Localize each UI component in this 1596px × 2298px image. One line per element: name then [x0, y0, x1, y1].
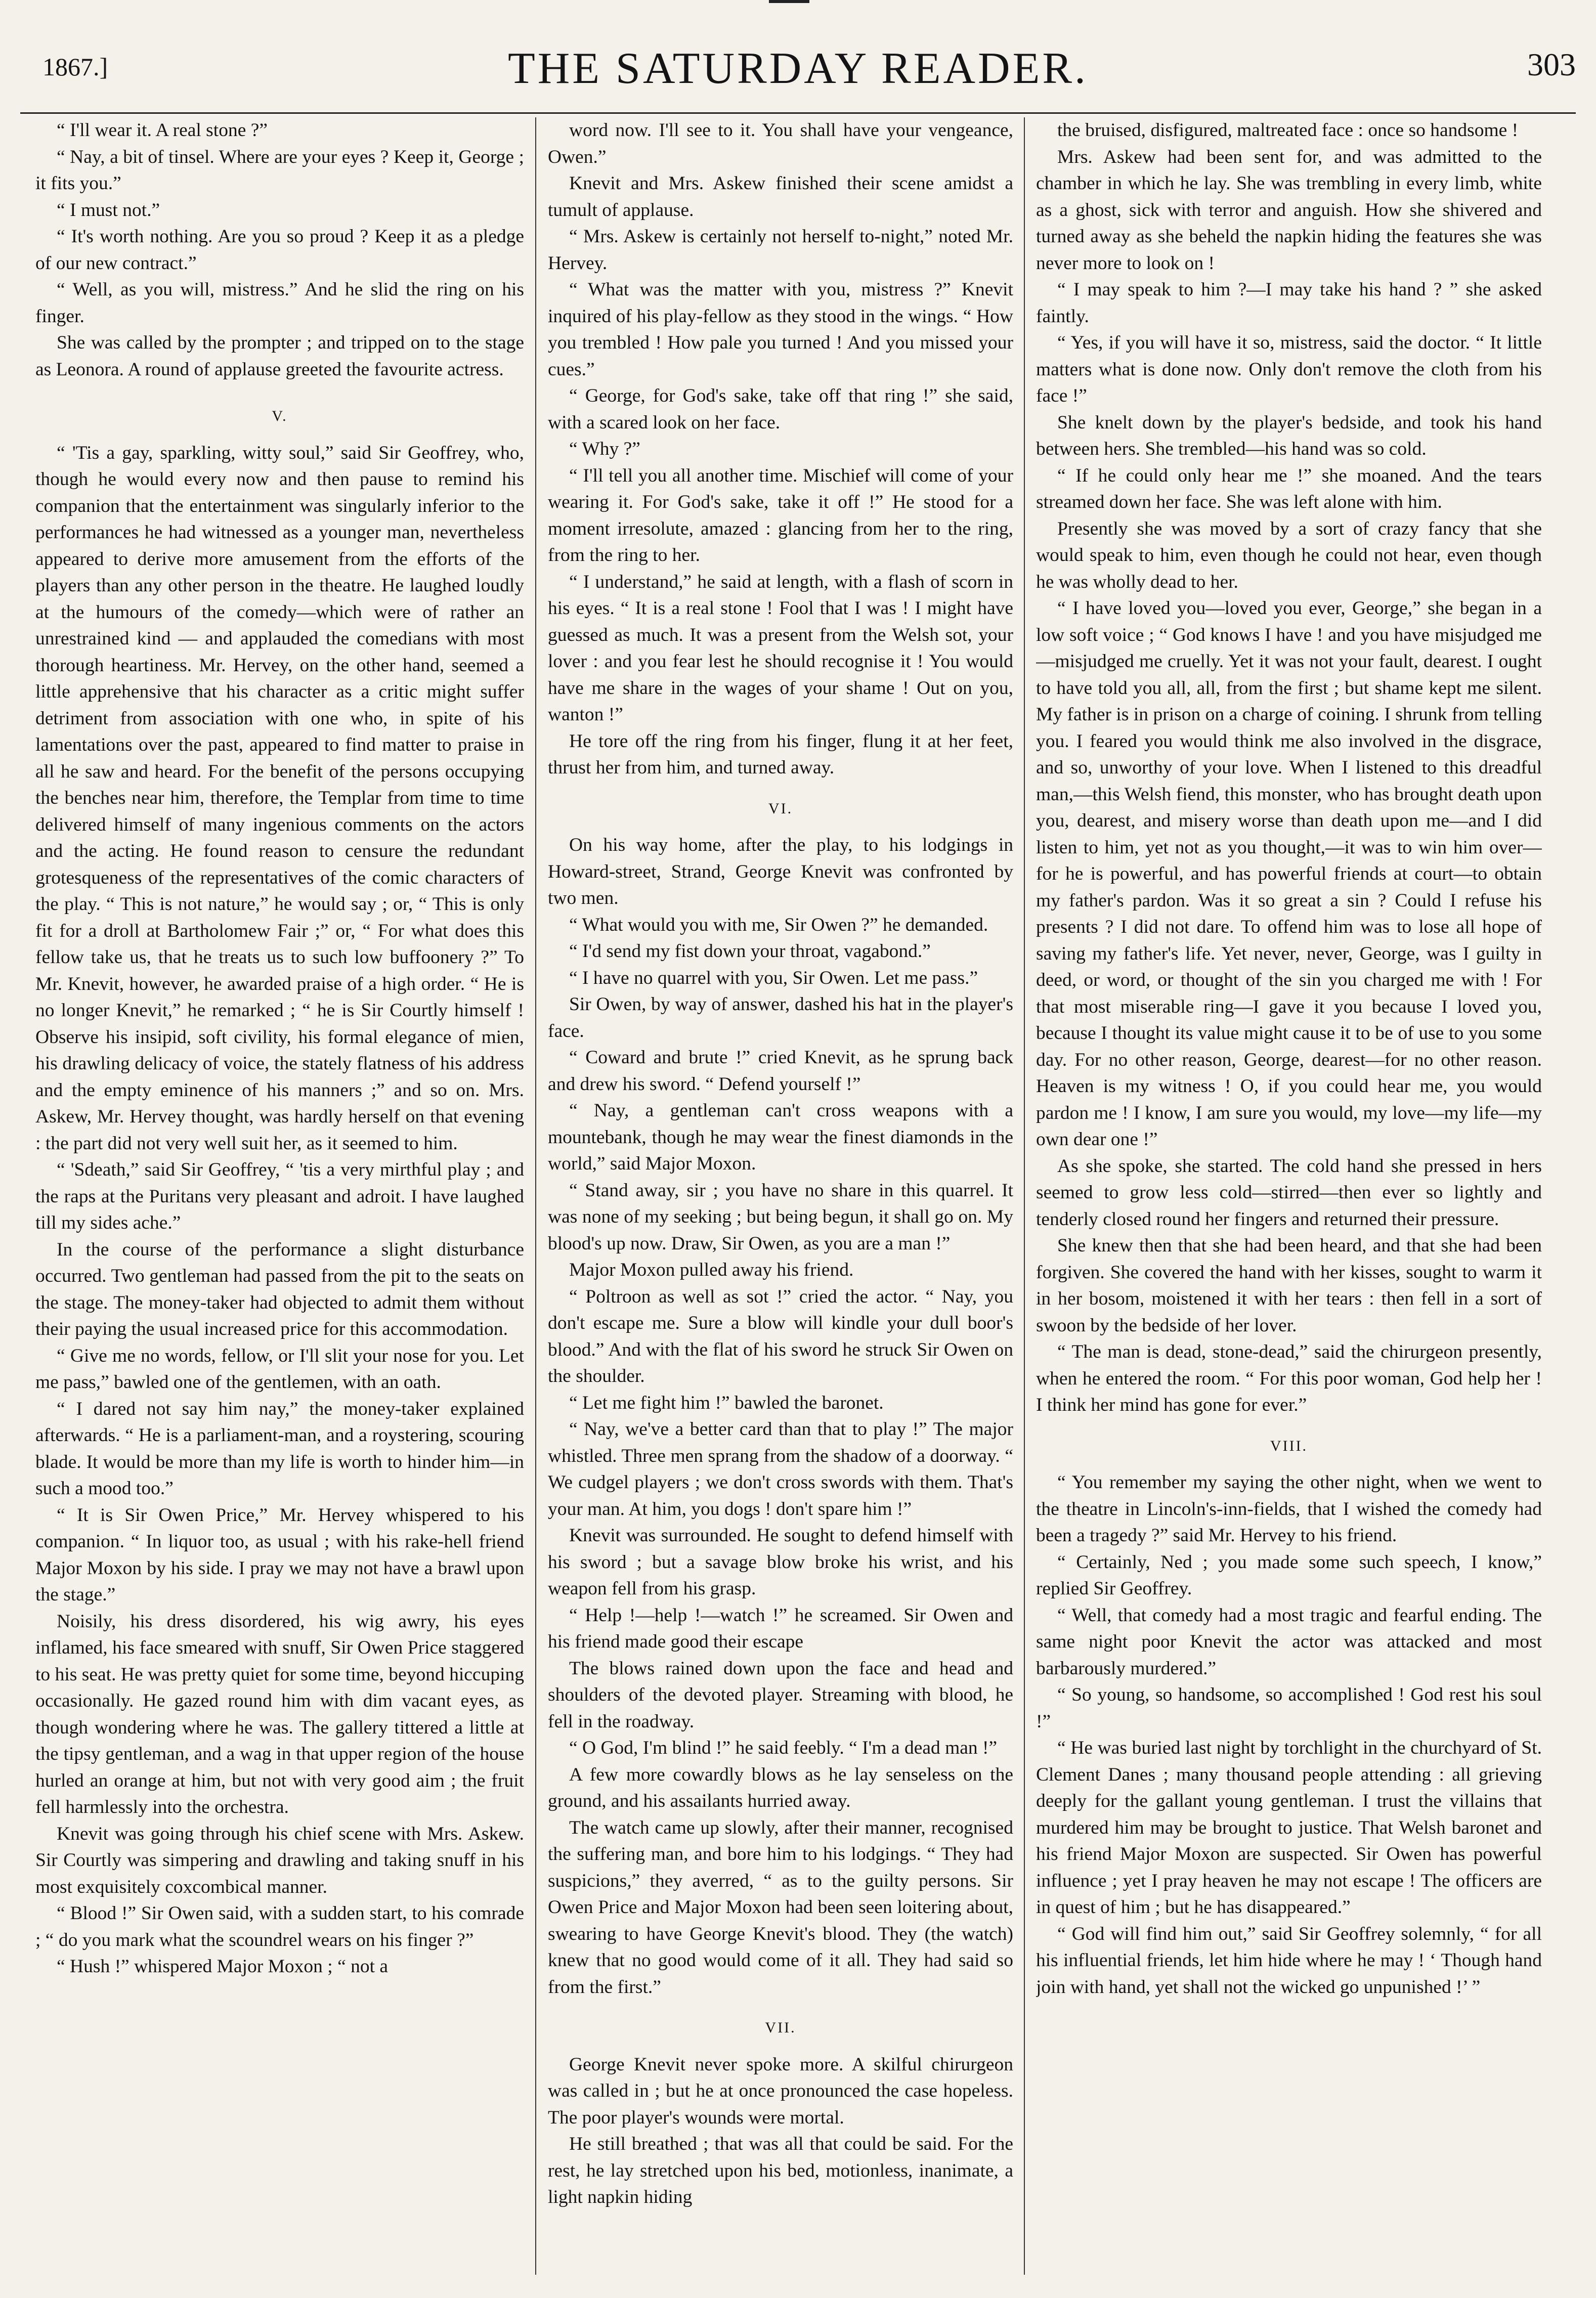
paragraph: She knelt down by the player's bedside, and took his hand between hers. She trembled—his hand was so cold.	[1036, 412, 1542, 459]
column-divider-1	[535, 117, 536, 2275]
section-heading-v: V.	[272, 408, 288, 424]
paragraph: “ Well, that comedy had a most tragic and fearful ending. The same night poor Knevit the actor was attacked and most barbarously murdered.”	[1036, 1605, 1542, 1679]
section-heading-vi: VI.	[768, 800, 793, 817]
column-divider-2	[1024, 117, 1025, 2275]
column-3	[1036, 117, 1542, 2275]
paragraph: “ He was buried last night by torchlight in the churchyard of St. Clement Danes ; many thousand people attending : all grieving deeply for the gallant young gentleman. I trust the villains that murdered him may be brought to justice. That Welsh baronet and his friend Major Moxon are suspected. Sir Owen has powerful influence ; yet I pray heaven he may not escape ! The officers are in quest of him ; but he has disappeared.”	[1036, 1738, 1542, 1918]
paragraph: “ Nay, a bit of tinsel. Where are your eyes ? Keep it, George ; it fits you.”	[35, 146, 524, 194]
paragraph: “ George, for God's sake, take off that ring !” she said, with a scared look on her face.	[548, 385, 1013, 433]
paragraph: Major Moxon pulled away his friend.	[569, 1260, 854, 1280]
paragraph: Sir Owen, by way of answer, dashed his hat in the player's face.	[548, 994, 1013, 1042]
section-heading-viii: VIII.	[1270, 1437, 1308, 1454]
paragraph: “ I'll wear it. A real stone ?”	[57, 120, 268, 141]
paragraph: word now. I'll see to it. You shall have your vengeance, Owen.”	[548, 120, 1013, 167]
paragraph: In the course of the performance a slight disturbance occurred. Two gentleman had passed from the pit to the seats on the stage. The money-taker had objected to admit them without their paying the usual increased price for this accommodation.	[35, 1239, 524, 1339]
header-rule	[20, 112, 1576, 114]
paragraph: “ So young, so handsome, so accomplished ! God rest his soul !”	[1036, 1684, 1542, 1732]
paragraph: “ I have loved you—loved you ever, George,” she began in a low soft voice ; “ God knows I have ! and you have misjudged me—misjudged me cruelly. Yet it was not your fault, dearest. I ought to have told you all, all, from the first ; but shame kept me silent. My father is in prison on a charge of coining. I shrunk from telling you. I feared you would think me also involved in the disgrace, and so, unworthy of your love. When I listened to this dreadful man,—this Welsh fiend, this monster, who has brought death upon you, dearest, and misery worse than death upon me—and I did listen to him, yet not as you thought,—it was to win him over—for he is powerful, and has powerful friends at court—to obtain my father's pardon. Was it so great a sin ? Could I refuse his presents ? I did not dare. To offend him was to lose all hope of saving my father's life. Yet never, never, George, was I guilty in deed, or word, or thought of the sin you charged me with ! For that most miserable ring—I gave it you because I loved you, because I thought its value might cause it to be of use to you some day. For no other reason, George, dearest—for no other reason. Heaven is my witness ! O, if you could hear me, you would pardon me ! I know, I am sure you would, my love—my life—my own dear one !”	[1036, 598, 1542, 1150]
paragraph: “ 'Tis a gay, sparkling, witty soul,” said Sir Geoffrey, who, though he would every now and then pause to remind his companion that the entertainment was singularly inferior to the performances he had witnessed as a younger man, nevertheless appeared to derive more amusement from the efforts of the players than any other person in the theatre. He laughed loudly at the humours of the comedy—which were of rather an unrestrained kind — and applauded the comedians with most thorough heartiness. Mr. Hervey, on the other hand, seemed a little apprehensive that his character as a critic might suffer detriment from association with one who, in spite of his lamentations over the past, appeared to find matter to praise in all he saw and heard. For the benefit of the persons occupying the benches near him, therefore, the Templar from time to time delivered himself of many ingenious comments on the actors and the acting. He found reason to censure the redundant grotesqueness of the representatives of the comic characters of the play. “ This is not nature,” he would say ; or, “ This is only fit for a droll at Bartholomew Fair ;” or, “ For what does this fellow take us, that he treats us to such low buffoonery ?” To Mr. Knevit, however, he awarded praise of a high order. “ He is no longer Knevit,” he remarked ; “ he is Sir Courtly himself ! Observe his insipid, soft civility, his formal elegance of mien, his drawling delicacy of voice, the stately flatness of his address and the empty eminence of his manners ;” and so on. Mrs. Askew, Mr. Hervey thought, was hardly herself on that evening : the part did not very well suit her, as it seemed to him.	[35, 442, 524, 1154]
paragraph: “ What was the matter with you, mistress ?” Knevit inquired of his play-fellow as they stood in the wings. “ How you trembled ! How pale you turned ! And you missed your cues.”	[548, 279, 1013, 380]
column-2	[548, 117, 1013, 2275]
paragraph: “ Blood !” Sir Owen said, with a sudden start, to his comrade ; “ do you mark what the scoundrel wears on his finger ?”	[35, 1903, 524, 1950]
paragraph: “ I may speak to him ?—I may take his hand ? ” she asked faintly.	[1036, 279, 1542, 327]
page-number: 303	[1527, 47, 1576, 82]
paragraph: “ Poltroon as well as sot !” cried the actor. “ Nay, you don't escape me. Sure a blow will kindle your dull boor's blood.” And with the flat of his sword he struck Sir Owen on the shoulder.	[548, 1286, 1013, 1386]
paragraph: “ Let me fight him !” bawled the baronet.	[569, 1392, 884, 1413]
column-1	[35, 117, 524, 2275]
paragraph: “ What would you with me, Sir Owen ?” he demanded.	[569, 914, 988, 935]
paragraph: “ The man is dead, stone-dead,” said the chirurgeon presently, when he entered the room. “ For this poor woman, God help her ! I think her mind has gone for ever.”	[1036, 1341, 1542, 1415]
paragraph: “ I'd send my fist down your throat, vagabond.”	[569, 941, 931, 962]
paragraph: “ 'Sdeath,” said Sir Geoffrey, “ 'tis a very mirthful play ; and the raps at the Puritans very pleasant and adroit. I have laughed till my sides ache.”	[35, 1159, 524, 1233]
paragraph: “ Yes, if you will have it so, mistress, said the doctor. “ It little matters what is done now. Only don't remove the cloth from his face !”	[1036, 332, 1542, 406]
paragraph: A few more cowardly blows as he lay senseless on the ground, and his assailants hurried away.	[548, 1764, 1013, 1811]
paragraph: The watch came up slowly, after their manner, recognised the suffering man, and bore him to his lodgings. “ They had suspicions,” they averred, “ as to the guilty persons. Sir Owen Price and Major Moxon had been seen loitering about, swearing to have George Knevit's blood. They (the watch) knew that no good would come of it all. They had said so from the first.”	[548, 1817, 1013, 1998]
paragraph: She knew then that she had been heard, and that she had been forgiven. She covered the hand with her kisses, sought to warm it in her bosom, moistened it with her tears : then fell in a sort of swoon by the bedside of her lover.	[1036, 1235, 1542, 1336]
paragraph: “ I understand,” he said at length, with a flash of scorn in his eyes. “ It is a real stone ! Fool that I was ! I might have guessed as much. It was a present from the Welsh sot, your lover : and you fear lest he should recognise it ! You would have me share in the wages of your shame ! Out on you, wanton !”	[548, 571, 1013, 725]
paragraph: “ I dared not say him nay,” the money-taker explained afterwards. “ He is a parliament-man, and a roystering, scouring blade. It would be more than my life is worth to hinder him—in such a mood too.”	[35, 1398, 524, 1499]
paragraph: the bruised, disfigured, maltreated face : once so handsome !	[1057, 120, 1519, 141]
paragraph: Noisily, his dress disordered, his wig awry, his eyes inflamed, his face smeared with snuff, Sir Owen Price staggered to his seat. He was pretty quiet for some time, beyond hiccuping occasionally. He gazed round him with dim vacant eyes, as though wondering where he was. The gallery tittered a little at the tipsy gentleman, and a wag in that upper region of the house hurled an orange at him, but not with very good aim ; the fruit fell harmlessly into the orchestra.	[35, 1611, 524, 1817]
paragraph: “ Certainly, Ned ; you made some such speech, I know,” replied Sir Geoffrey.	[1036, 1551, 1542, 1599]
paragraph: “ Why ?”	[569, 439, 640, 459]
paragraph: “ It is Sir Owen Price,” Mr. Hervey whispered to his companion. “ In liquor too, as usual ; with his rake-hell friend Major Moxon by his side. I pray we may not have a brawl upon the stage.”	[35, 1504, 524, 1605]
paragraph: On his way home, after the play, to his lodgings in Howard-street, Strand, George Knevit was confronted by two men.	[548, 835, 1013, 908]
paragraph: Presently she was moved by a sort of crazy fancy that she would speak to him, even though he could not hear, even though he was wholly dead to her.	[1036, 518, 1542, 592]
page-header	[20, 28, 1576, 109]
paragraph: “ I have no quarrel with you, Sir Owen. Let me pass.”	[569, 967, 978, 988]
publication-title: THE SATURDAY READER.	[507, 44, 1089, 93]
section-heading-vii: VII.	[765, 2019, 796, 2036]
paragraph: “ O God, I'm blind !” he said feebly. “ I'm a dead man !”	[569, 1738, 998, 1758]
paragraph: As she spoke, she started. The cold hand she pressed in hers seemed to grow less cold—stirred—then ever so lightly and tenderly closed round her fingers and returned their pressure.	[1036, 1155, 1542, 1230]
paragraph: He still breathed ; that was all that could be said. For the rest, he lay stretched upon his bed, motionless, inanimate, a light napkin hiding	[548, 2134, 1013, 2207]
paragraph: “ Help !—help !—watch !” he screamed. Sir Owen and his friend made good their escape	[548, 1605, 1013, 1652]
top-edge-mark	[769, 0, 809, 3]
paragraph: “ I must not.”	[57, 199, 160, 221]
paragraph: Knevit and Mrs. Askew finished their scene amidst a tumult of applause.	[548, 173, 1013, 221]
paragraph: “ Give me no words, fellow, or I'll slit your nose for you. Let me pass,” bawled one of the gentlemen, with an oath.	[35, 1345, 524, 1393]
paragraph: He tore off the ring from his finger, flung it at her feet, thrust her from him, and turned away.	[548, 730, 1013, 778]
paragraph: She was called by the prompter ; and tripped on to the stage as Leonora. A round of applause greeted the favourite actress.	[35, 332, 524, 380]
paragraph: “ You remember my saying the other night, when we went to the theatre in Lincoln's-inn-fields, that I wished the comedy had been a tragedy ?” said Mr. Hervey to his friend.	[1036, 1472, 1542, 1546]
paragraph: “ Hush !” whispered Major Moxon ; “ not a	[57, 1956, 389, 1977]
paragraph: The blows rained down upon the face and head and shoulders of the devoted player. Streaming with blood, he fell in the roadway.	[548, 1658, 1013, 1732]
paragraph: Knevit was going through his chief scene with Mrs. Askew. Sir Courtly was simpering and drawling and taking snuff in his most exquisitely coxcombical manner.	[35, 1823, 524, 1897]
paragraph: “ It's worth nothing. Are you so proud ? Keep it as a pledge of our new contract.”	[35, 226, 524, 274]
paragraph: “ Coward and brute !” cried Knevit, as he sprung back and drew his sword. “ Defend yourself !”	[548, 1047, 1013, 1095]
paragraph: “ Well, as you will, mistress.” And he slid the ring on his finger.	[35, 279, 524, 327]
paragraph: Mrs. Askew had been sent for, and was admitted to the chamber in which he lay. She was trembling in every limb, white as a ghost, sick with terror and anguish. How she shivered and turned away as she beheld the napkin hiding the features she was never more to look on !	[1036, 146, 1542, 274]
paragraph: “ Stand away, sir ; you have no share in this quarrel. It was none of my seeking ; but being begun, it shall go on. My blood's up now. Draw, Sir Owen, as you are a man !”	[548, 1180, 1013, 1254]
paragraph: “ Mrs. Askew is certainly not herself to-night,” noted Mr. Hervey.	[548, 226, 1013, 274]
paragraph: “ Nay, a gentleman can't cross weapons with a mountebank, though he may wear the finest diamonds in the world,” said Major Moxon.	[548, 1100, 1013, 1174]
paragraph: “ I'll tell you all another time. Mischief will come of your wearing it. For God's sake, take it off !” He stood for a moment irresolute, amazed : glancing from her to the ring, from the ring to her.	[548, 465, 1013, 566]
paragraph: “ If he could only hear me !” she moaned. And the tears streamed down her face. She was left alone with him.	[1036, 465, 1542, 512]
paragraph: George Knevit never spoke more. A skilful chirurgeon was called in ; but he at once pronounced the case hopeless. The poor player's wounds were mortal.	[548, 2054, 1013, 2128]
paragraph: Knevit was surrounded. He sought to defend himself with his sword ; but a savage blow broke his wrist, and his weapon fell from his grasp.	[548, 1525, 1013, 1599]
issue-date: 1867.]	[42, 53, 108, 81]
paragraph: “ Nay, we've a better card than that to play !” The major whistled. Three men sprang from the shadow of a doorway. “ We cudgel players ; we don't cross swords with them. That's your man. At him, you dogs ! don't spare him !”	[548, 1419, 1013, 1520]
paragraph: “ God will find him out,” said Sir Geoffrey solemnly, “ for all his influential friends, let him hide where he may ! ‘ Though hand join with hand, yet shall not the wicked go unpunished !’ ”	[1036, 1923, 1542, 1998]
